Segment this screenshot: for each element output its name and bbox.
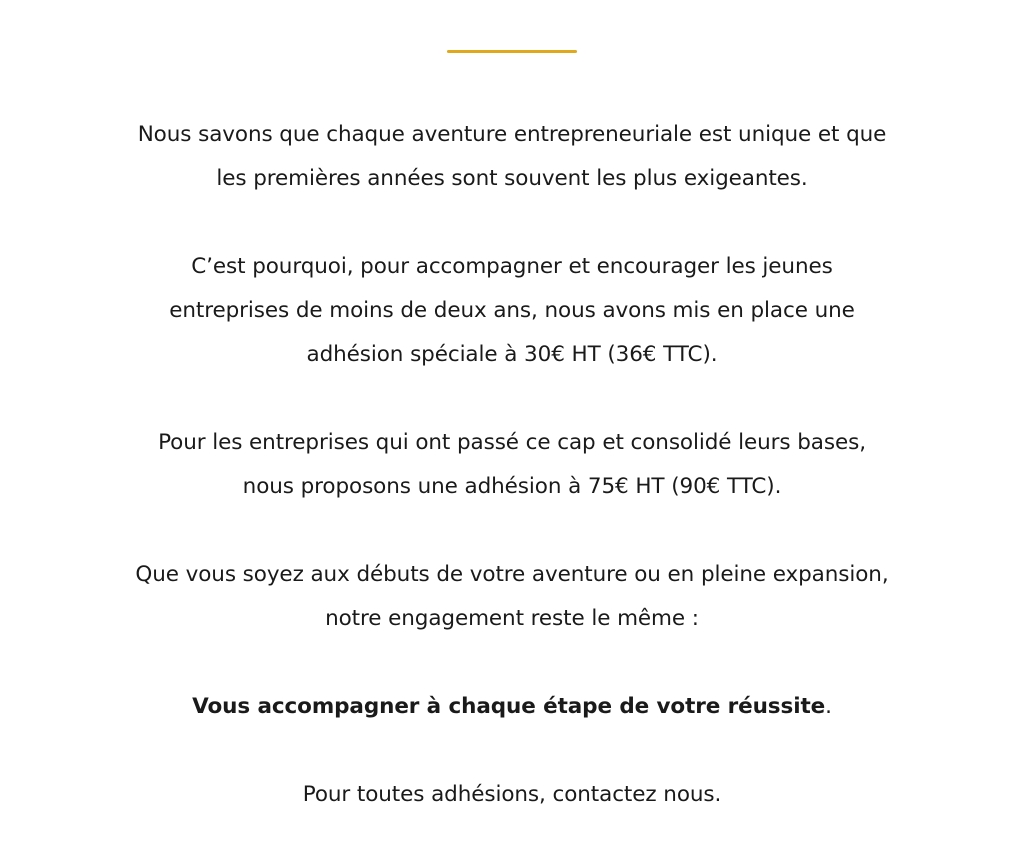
paragraph-young-companies <box>0 245 1024 377</box>
membership-text-block <box>0 113 1024 861</box>
text-line: nous proposons une adhésion à 75€ HT (90€ TTC). <box>242 474 782 499</box>
paragraph-tagline <box>0 685 1024 729</box>
paragraph-contact <box>0 773 1024 817</box>
text-line: Que vous soyez aux débuts de votre aventure ou en pleine expansion, <box>135 562 889 587</box>
text-line: entreprises de moins de deux ans, nous avons mis en place une <box>169 298 855 323</box>
text-line: C’est pourquoi, pour accompagner et encourager les jeunes <box>191 254 833 279</box>
text-line: Nous savons que chaque aventure entrepreneuriale est unique et que <box>137 122 887 147</box>
text-line: Pour les entreprises qui ont passé ce cap et consolidé leurs bases, <box>158 430 866 455</box>
text-line: adhésion spéciale à 30€ HT (36€ TTC). <box>306 342 718 367</box>
tagline-bold: Vous accompagner à chaque étape de votre réussite <box>192 694 826 719</box>
accent-divider <box>447 50 577 53</box>
paragraph-intro <box>0 113 1024 201</box>
contact-line: Pour toutes adhésions, contactez nous. <box>302 782 722 807</box>
tagline-suffix: . <box>825 694 832 719</box>
text-line: notre engagement reste le même : <box>325 606 699 631</box>
paragraph-established-companies <box>0 421 1024 509</box>
text-line: les premières années sont souvent les plus exigeantes. <box>216 166 808 191</box>
paragraph-engagement <box>0 553 1024 641</box>
